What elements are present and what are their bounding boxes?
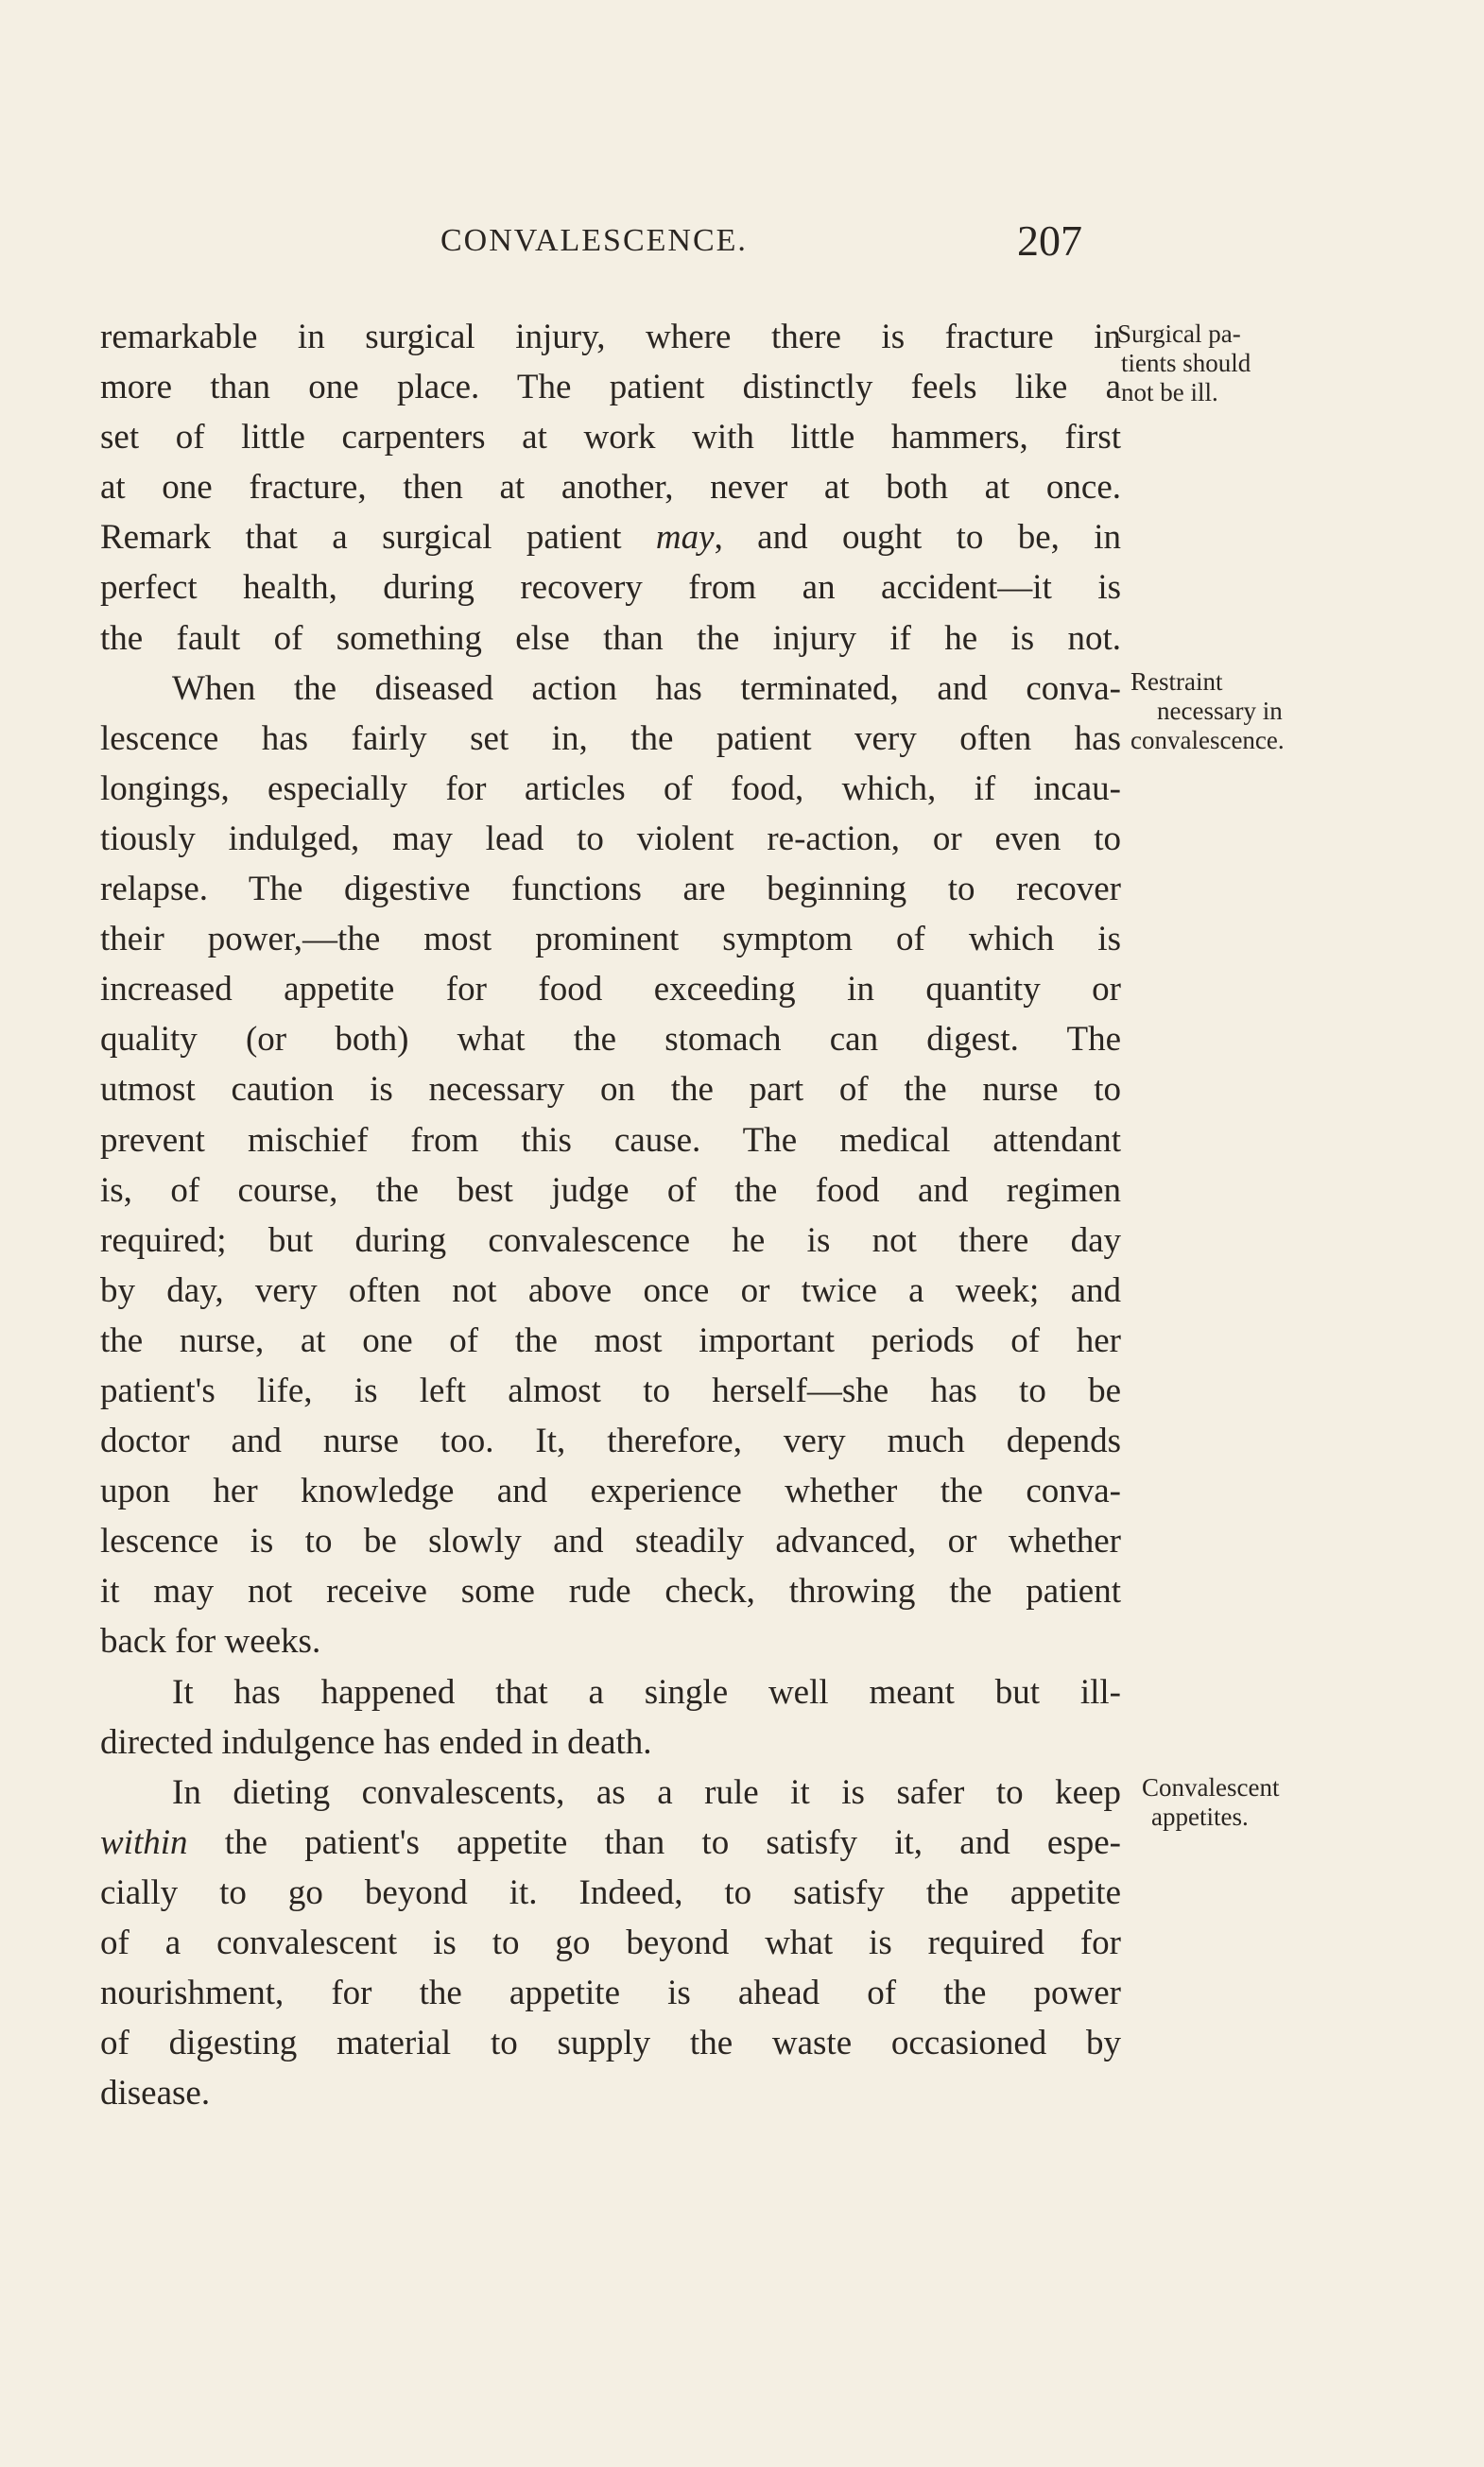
text-line: utmost caution is necessary on the part of the nurse to [100,1070,1121,1110]
sidenote-convalescent-appetites [1142,1773,1279,1832]
text-line: more than one place. The patient distinctly feels like a [100,368,1121,407]
text-line: longings, especially for articles of food, which, if incau- [100,768,1121,808]
text-line: patient's life, is left almost to herself—she has to be [100,1371,1121,1410]
text-line: upon her knowledge and experience whether the conva- [100,1472,1121,1511]
text-line: by day, very often not above once or twice a week; and [100,1270,1121,1310]
italic-word: may [655,518,715,558]
paragraph-start-line: It has happened that a single well meant but ill- [172,1672,1121,1712]
page-number: 207 [1017,216,1082,265]
text-line: prevent mischief from this cause. The medical attendant [100,1120,1121,1160]
text-line: increased appetite for food exceeding in quantity or [100,970,1121,1009]
sidenote-line: Surgical pa- [1117,319,1241,348]
sidenote-line: convalescence. [1130,726,1285,754]
text-line: remarkable in surgical injury, where there is fracture in [100,318,1121,356]
sidenote-line: Restraint [1130,667,1223,696]
text-line: perfect health, during recovery from an accident—it is [100,568,1121,608]
text-line: is, of course, the best judge of the food and regimen [100,1170,1121,1210]
text-line: it may not receive some rude check, throwing the patient [100,1572,1121,1612]
text-line: tiously indulged, may lead to violent re-action, or even to [100,819,1121,858]
text-run: , and ought to be, in [714,518,1122,558]
sidenote-line: tients should [1121,349,1251,377]
text-line: doctor and nurse too. It, therefore, very much depends [100,1422,1121,1461]
italic-word: within [100,1822,188,1862]
sidenote-line: necessary in [1157,697,1283,725]
text-line: cially to go beyond it. Indeed, to satisfy the appetite [100,1872,1121,1912]
body-text [100,312,1121,2118]
paragraph-start-line: When the diseased action has terminated, and conva- [172,668,1121,708]
text-line: of a convalescent is to go beyond what is required for [100,1924,1121,1962]
text-line: lescence is to be slowly and steadily advanced, or whether [100,1522,1121,1561]
text-line: the nurse, at one of the most important periods of her [100,1320,1121,1360]
text-line: lescence has fairly set in, the patient very often has [100,718,1121,758]
sidenote-line: appetites. [1151,1803,1249,1831]
text-run: the patient's appetite than to satisfy it, and espe- [224,1822,1121,1862]
text-line: at one fracture, then at another, never at both at once. [100,468,1121,508]
sidenote-line: Convalescent [1142,1773,1280,1802]
text-line: relapse. The digestive functions are beginning to recover [100,870,1121,909]
sidenote-surgical-patients [1117,319,1251,407]
text-line: set of little carpenters at work with little hammers, first [100,418,1121,457]
text-line [100,1818,1121,1868]
text-line: the fault of something else than the injury if he is not. [100,618,1121,658]
sidenote-line: not be ill. [1121,378,1218,406]
text-line: back for weeks. [100,1622,321,1662]
paragraph-start-line: In dieting convalescents, as a rule it is safer to keep [172,1772,1121,1812]
text-line: quality (or both) what the stomach can digest. The [100,1020,1121,1060]
sidenote-restraint [1130,667,1285,755]
text-line: of digesting material to supply the waste occasioned by [100,2024,1121,2063]
text-line: nourishment, for the appetite is ahead of the power [100,1974,1121,2013]
text-line: required; but during convalescence he is not there day [100,1220,1121,1260]
text-line: their power,—the most prominent symptom of which is [100,920,1121,959]
running-head: CONVALESCENCE. [440,223,748,258]
text-line: directed indulgence has ended in death. [100,1722,652,1762]
text-run: Remark that a surgical patient [100,518,656,558]
text-line: disease. [100,2074,211,2113]
text-line [100,512,1121,562]
